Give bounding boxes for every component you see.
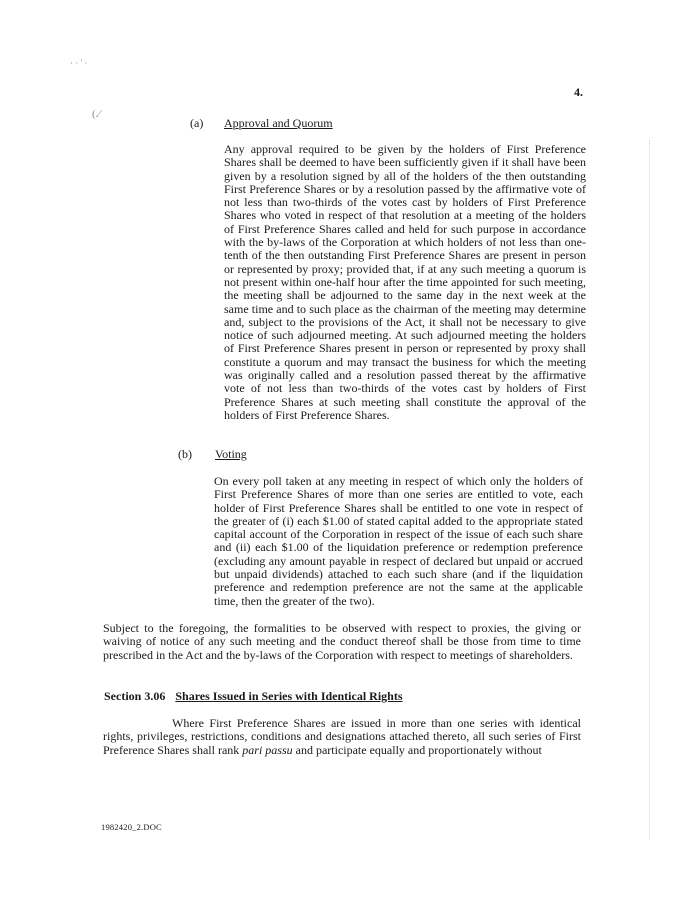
page-edge-shadow <box>649 140 651 840</box>
subsection-a-label: (a) <box>190 116 204 130</box>
general-paragraph: Subject to the foregoing, the formalities to be observed with respect to proxies, the giving or waiving of notice of any such meeting and the conduct thereof shall be those from time to time prescribed in the Act and the by-laws of the Corporation with respect to meetings of shareholders. <box>103 621 581 662</box>
page-number: 4. <box>574 85 583 99</box>
subsection-b-label: (b) <box>178 447 192 461</box>
scan-artifact-top-left: · · ' · <box>70 58 88 68</box>
section-3-06-number: Section 3.06 <box>104 689 166 703</box>
subsection-a-heading <box>190 116 490 130</box>
section-3-06-text-part-2: and participate equally and proportionately without <box>292 742 542 757</box>
section-3-06-heading <box>104 689 403 704</box>
section-3-06-title: Shares Issued in Series with Identical Rights <box>175 689 403 703</box>
subsection-b-text: On every poll taken at any meeting in respect of which only the holders of First Preference Shares of more than one series are entitled to vote, each holder of First Preference Shares shall be entitled to one vote in respect of the greater of (i) each $1.00 of stated capital added to the appropriate stated capital account of the Corporation in respect of the issue of each such share and (ii) each $1.00 of the liquidation preference or redemption preference (excluding any amount payable in respect of declared but unpaid or accrued but unpaid dividends) attached to each such share (and if the liquidation preference and redemption preference are not the same at the applicable time, then the greater of the two). <box>214 474 583 608</box>
document-code: 1982420_2.DOC <box>101 822 162 832</box>
subsection-b-title: Voting <box>215 447 247 461</box>
section-3-06-text <box>103 717 581 757</box>
subsection-a-title: Approval and Quorum <box>224 116 333 130</box>
section-3-06-italic-phrase: pari passu <box>242 742 293 757</box>
scan-artifact-left: (.⁄ <box>92 108 101 120</box>
subsection-a-text: Any approval required to be given by the holders of First Preference Shares shall be deemed to have been sufficiently given if it shall have been given by a resolution signed by all of the holders of the then outstanding First Preference Shares or by a resolution passed by the affirmative vote of not less than two-thirds of the votes cast by holders of First Preference Shares who voted in respect of that resolution at a meeting of the holders of First Preference Shares called and held for such purpose in accordance with the by-laws of the Corporation at which holders of not less than one-tenth of the then outstanding First Preference Shares are present in person or represented by proxy; provided that, if at any such meeting a quorum is not present within one-half hour after the time appointed for such meeting, the meeting shall be adjourned to the same day in the next week at the same time and to such place as the chairman of the meeting may determine and, subject to the provisions of the Act, it shall not be necessary to give notice of such adjourned meeting. At such adjourned meeting the holders of First Preference Shares present in person or represented by proxy shall constitute a quorum and may transact the business for which the meeting was originally called and a resolution passed thereat by the affirmative vote of not less than two-thirds of the votes cast by holders of First Preference Shares at such meeting shall constitute the approval of the holders of First Preference Shares. <box>224 142 586 422</box>
subsection-b-heading <box>178 447 378 461</box>
section-3-06-text-part-1: Where First Preference Shares are issued in more than one series with identical rights, privileges, restrictions, conditions and designations attached thereto, all such series of First Preference Shares shall rank <box>103 716 581 757</box>
